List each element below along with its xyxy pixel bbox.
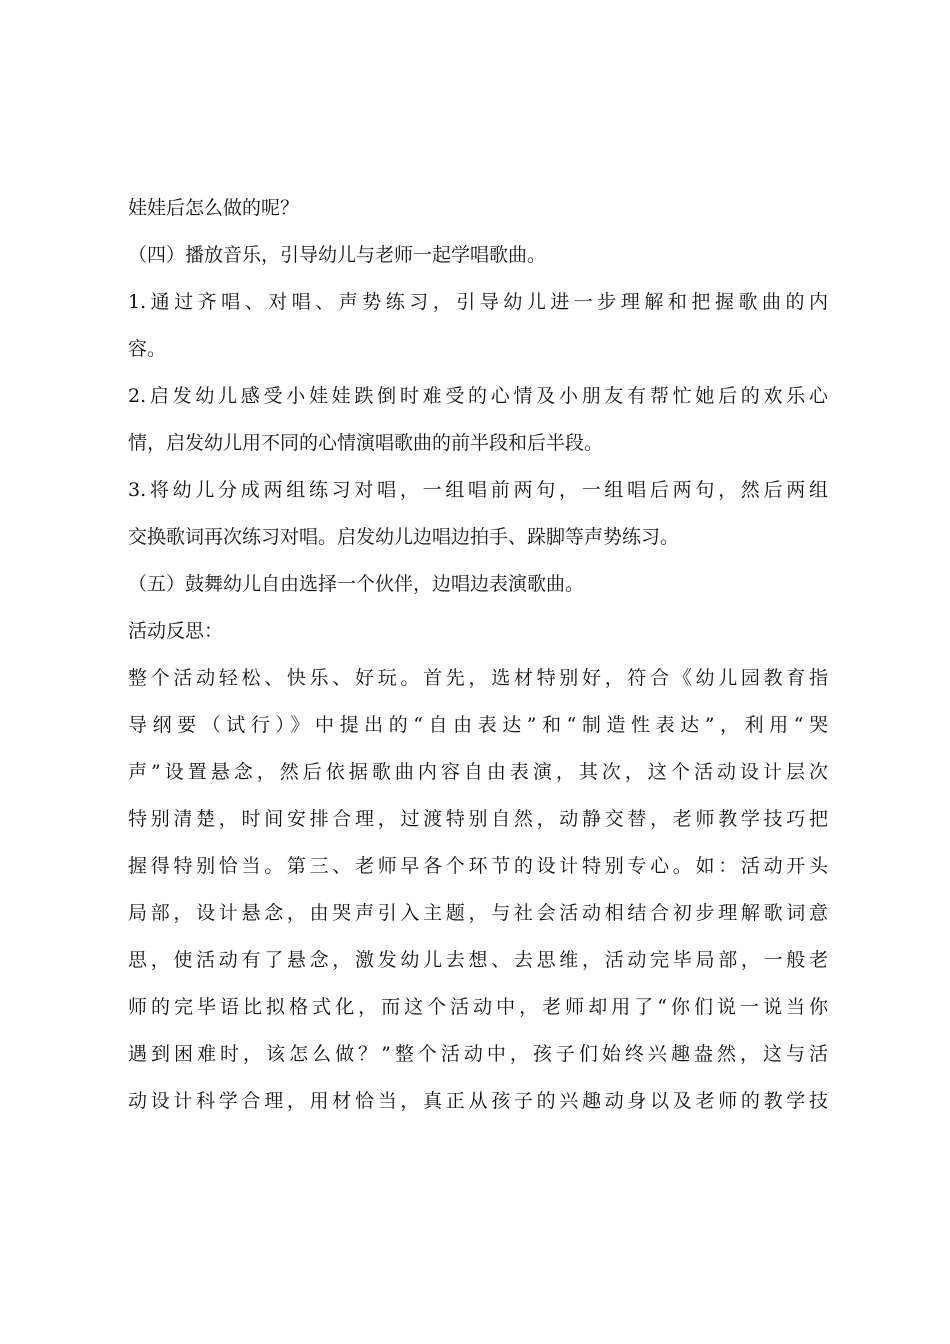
section-heading-4: （四）播放音乐，引导幼儿与老师一起学唱歌曲。 [128,244,547,266]
text-line: 娃娃后怎么做的呢？ [128,197,300,219]
text-line: 导纲要（试行）》中提出的“自由表达”和“制造性表达”，利用“哭 [128,714,828,736]
text-line: 整个活动轻松、快乐、好玩。首先，选材特别好，符合《幼儿园教育指 [128,667,828,689]
text-line: 2.启发幼儿感受小娃娃跌倒时难受的心情及小朋友有帮忙她后的欢乐心 [128,385,828,407]
text-line: 容。 [128,338,167,360]
text-line: 思，使活动有了悬念，激发幼儿去想、去思维，活动完毕局部，一般老 [128,949,828,971]
text-line: 握得特别恰当。第三、老师早各个环节的设计特别专心。如：活动开头 [128,855,828,877]
text-line: 1.通过齐唱、对唱、声势练习，引导幼儿进一步理解和把握歌曲的内 [128,291,828,313]
text-line: 声”设置悬念，然后依据歌曲内容自由表演，其次，这个活动设计层次 [128,761,828,783]
section-heading-5: （五）鼓舞幼儿自由选择一个伙伴，边唱边表演歌曲。 [128,573,585,595]
text-line: 情，启发幼儿用不同的心情演唱歌曲的前半段和后半段。 [128,432,604,454]
text-line: 师的完毕语比拟格式化，而这个活动中，老师却用了“你们说一说当你 [128,996,828,1018]
body-text [128,185,828,1125]
text-line: 局部，设计悬念，由哭声引入主题，与社会活动相结合初步理解歌词意 [128,902,828,924]
text-line: 特别清楚，时间安排合理，过渡特别自然，动静交替，老师教学技巧把 [128,808,828,830]
text-line: 遇到困难时，该怎么做？”整个活动中，孩子们始终兴趣盎然，这与活 [128,1043,828,1065]
reflection-heading: 活动反思： [128,620,224,642]
text-line: 交换歌词再次练习对唱。启发幼儿边唱边拍手、跺脚等声势练习。 [128,526,680,548]
text-line: 3.将幼儿分成两组练习对唱，一组唱前两句，一组唱后两句，然后两组 [128,479,828,501]
text-line: 动设计科学合理，用材恰当，真正从孩子的兴趣动身以及老师的教学技 [128,1090,828,1112]
